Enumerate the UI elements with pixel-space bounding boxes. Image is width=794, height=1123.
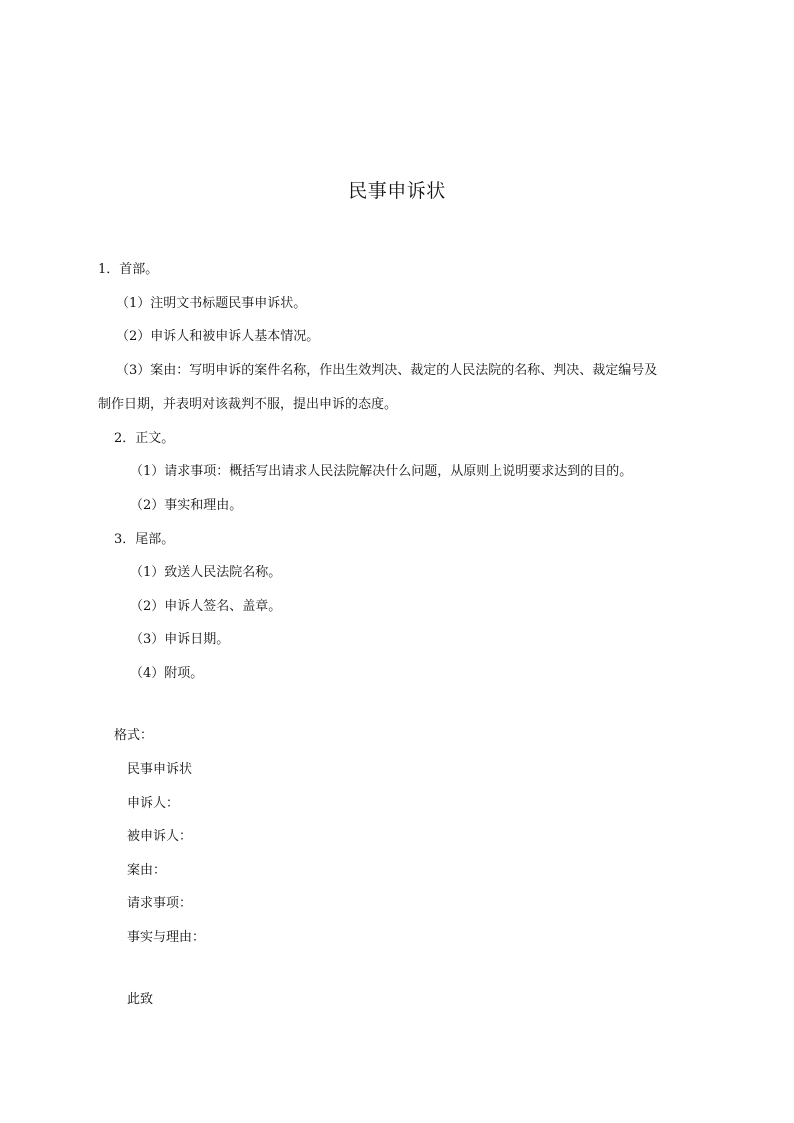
document-title: 民事申诉状 xyxy=(348,180,446,202)
tail-item-3: （3）申诉日期。 xyxy=(130,632,230,647)
format-heading: 格式： xyxy=(114,728,154,743)
head-item-3-continued: 制作日期，并表明对该裁判不服，提出申诉的态度。 xyxy=(98,397,398,412)
section-heading-tail: 3．尾部。 xyxy=(114,532,175,547)
body-item-2: （2）事实和理由。 xyxy=(130,498,243,513)
tail-item-1: （1）致送人民法院名称。 xyxy=(130,565,282,580)
tail-item-4: （4）附项。 xyxy=(130,666,204,681)
head-item-1: （1）注明文书标题民事申诉状。 xyxy=(116,296,307,311)
body-item-1: （1）请求事项：概括写出请求人民法院解决什么问题，从原则上说明要求达到的目的。 xyxy=(130,464,633,479)
tail-item-2: （2）申诉人签名、盖章。 xyxy=(130,599,282,614)
format-line-title: 民事申诉状 xyxy=(127,762,193,777)
section-heading-body: 2．正文。 xyxy=(114,431,175,446)
format-line-closing: 此致 xyxy=(127,992,154,1007)
head-item-3: （3）案由：写明申诉的案件名称，作出生效判决、裁定的人民法院的名称、判决、裁定编号及 xyxy=(116,363,658,378)
format-line-cause: 案由： xyxy=(127,863,167,878)
section-heading-head: 1．首部。 xyxy=(98,262,159,277)
format-line-appellant: 申诉人： xyxy=(127,796,180,811)
format-line-respondent: 被申诉人： xyxy=(127,829,193,844)
head-item-2: （2）申诉人和被申诉人基本情况。 xyxy=(116,329,320,344)
format-line-facts: 事实与理由： xyxy=(127,930,206,945)
format-line-request: 请求事项： xyxy=(127,896,193,911)
